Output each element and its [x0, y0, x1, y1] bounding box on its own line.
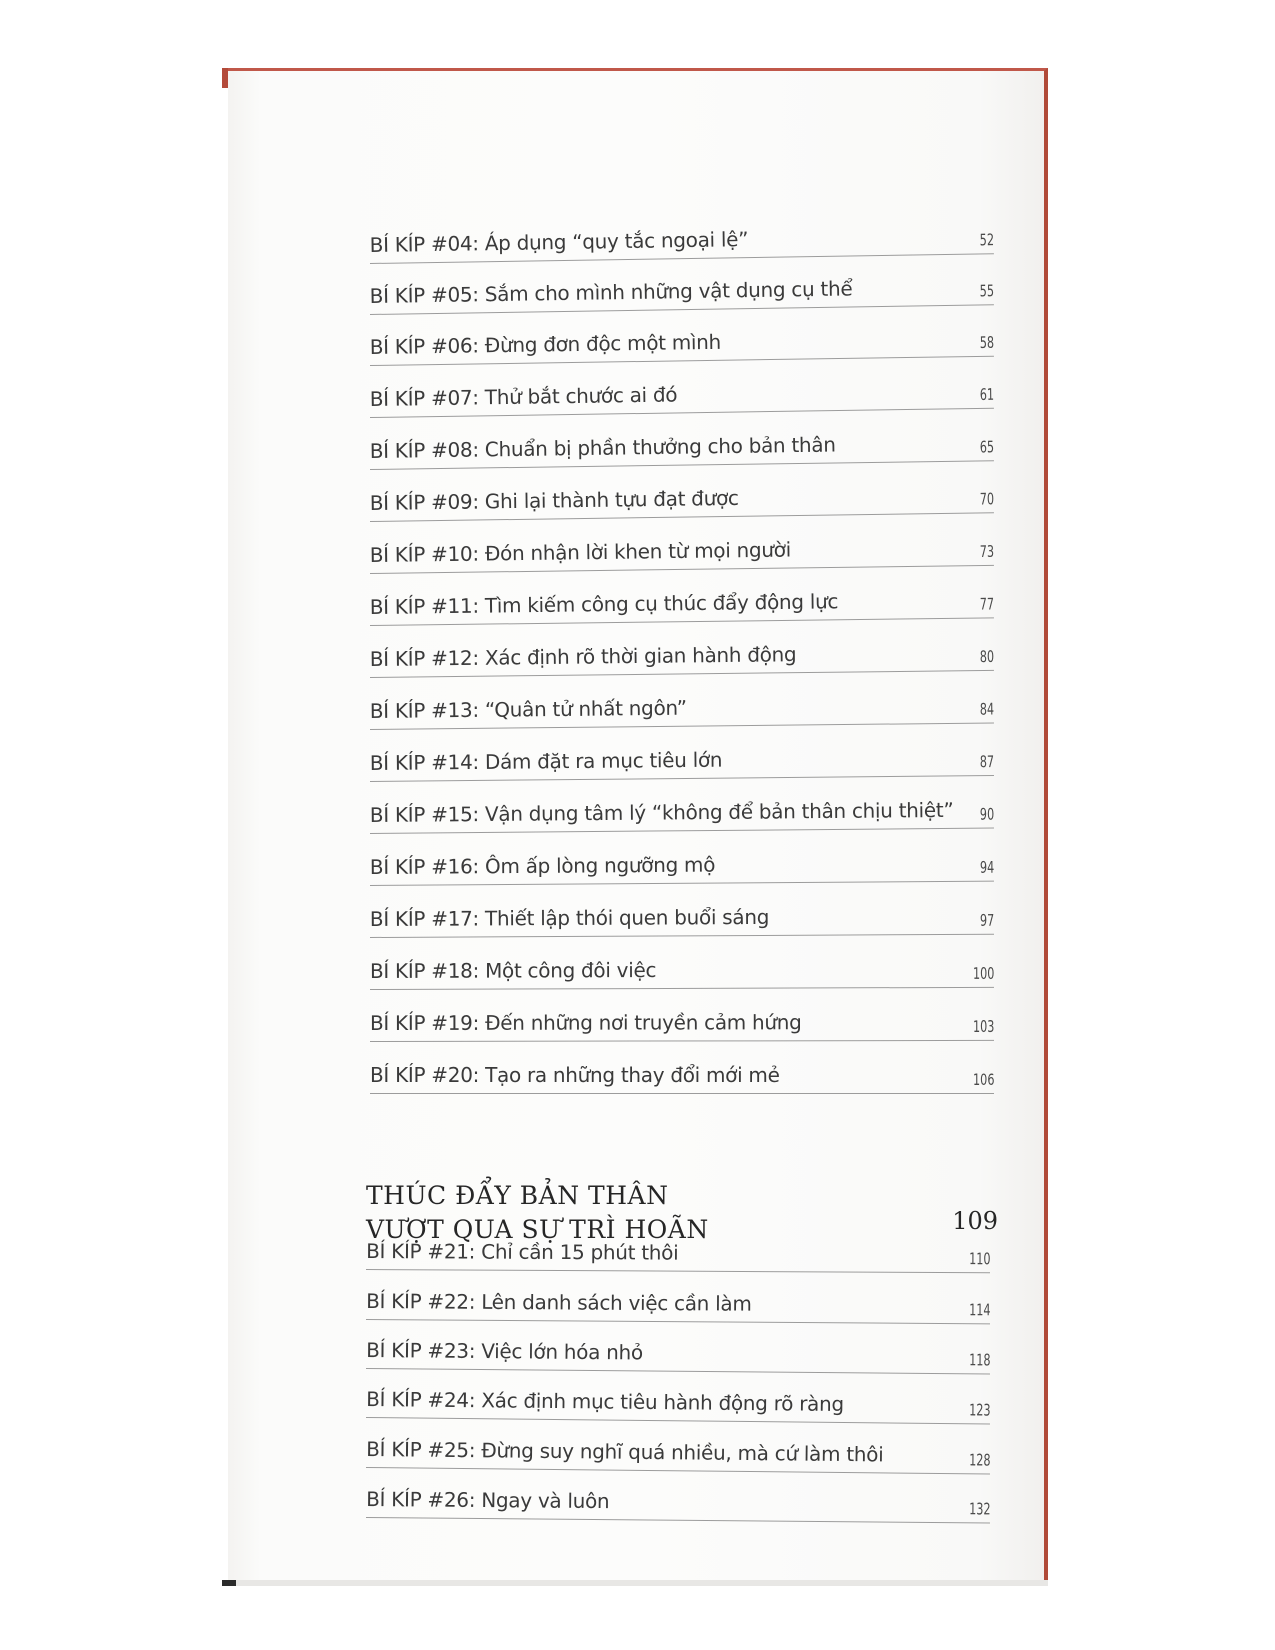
- toc-entry-page: 61: [979, 384, 994, 404]
- toc-entry: [369, 368, 994, 418]
- toc-entry-title: BÍ KÍP #25: Đừng suy nghĩ quá nhiều, mà cứ làm thôi: [366, 1437, 884, 1467]
- toc-entry-title: BÍ KÍP #10: Đón nhận lời khen từ mọi người: [369, 537, 792, 568]
- toc-entry-title: BÍ KÍP #18: Một công đôi việc: [369, 958, 657, 984]
- toc-entry: [366, 1229, 990, 1273]
- toc-entry: [370, 1053, 994, 1094]
- toc-entry-page: 52: [979, 230, 994, 250]
- toc-entry-title: BÍ KÍP #16: Ôm ấp lòng ngưỡng mộ: [369, 852, 716, 880]
- toc-entry: [366, 1427, 990, 1475]
- toc-entry-page: 97: [979, 910, 994, 930]
- toc-entry-page: 110: [968, 1249, 991, 1269]
- toc-entry: [369, 264, 994, 315]
- toc-entry-page: 80: [979, 646, 994, 667]
- toc-entry: [370, 1000, 994, 1042]
- toc-entry-title: BÍ KÍP #09: Ghi lại thành tựu đạt được: [369, 485, 739, 516]
- toc-entry: [369, 316, 994, 366]
- toc-entry-title: BÍ KÍP #14: Dám đặt ra mục tiêu lớn: [369, 747, 723, 776]
- toc-entry: [370, 630, 994, 678]
- toc-entry-title: BÍ KÍP #08: Chuẩn bị phần thưởng cho bản thân: [369, 432, 836, 464]
- toc-entry-page: 106: [972, 1070, 994, 1089]
- toc-entry: [366, 1377, 990, 1425]
- table-of-contents: [228, 71, 1044, 1580]
- toc-entry-page: 94: [979, 857, 994, 877]
- toc-entry: [369, 525, 993, 574]
- toc-entry-title: BÍ KÍP #24: Xác định mục tiêu hành động rõ ràng: [366, 1387, 844, 1417]
- toc-entry-page: 84: [979, 699, 994, 719]
- toc-entry: [366, 1279, 990, 1324]
- toc-entry-title: BÍ KÍP #23: Việc lớn hóa nhỏ: [366, 1338, 643, 1365]
- toc-entry: [369, 577, 993, 626]
- toc-entry-page: 132: [968, 1499, 991, 1519]
- toc-entry: [370, 735, 994, 782]
- book-page: [228, 68, 1048, 1580]
- toc-entry: [370, 947, 994, 990]
- toc-entry-page: 128: [968, 1450, 991, 1470]
- toc-entry: [366, 1477, 990, 1523]
- toc-entry: [366, 1328, 990, 1374]
- toc-entry: [370, 841, 994, 886]
- toc-entry-page: 118: [968, 1350, 991, 1370]
- toc-entry: [369, 420, 994, 470]
- toc-entry-title: BÍ KÍP #11: Tìm kiếm công cụ thúc đẩy động lực: [369, 589, 839, 620]
- toc-entry-title: BÍ KÍP #12: Xác định rõ thời gian hành động: [369, 642, 797, 672]
- section-title-line-2: VƯỢT QUA SỰ TRÌ HOÃN: [366, 1215, 709, 1244]
- toc-entry-page: 55: [979, 281, 994, 301]
- section-title-line-1: THÚC ĐẨY BẢN THÂN: [366, 1181, 669, 1210]
- toc-entry-page: 77: [979, 594, 994, 614]
- toc-entry-title: BÍ KÍP #21: Chỉ cần 15 phút thôi: [366, 1239, 679, 1265]
- toc-entry-title: BÍ KÍP #20: Tạo ra những thay đổi mới mẻ: [370, 1063, 780, 1087]
- toc-entry-page: 103: [972, 1016, 994, 1036]
- toc-entry-page: 100: [972, 963, 994, 983]
- toc-entry-title: BÍ KÍP #22: Lên danh sách việc cần làm: [366, 1289, 752, 1316]
- toc-entry-page: 65: [979, 437, 994, 457]
- toc-entry-page: 90: [979, 804, 994, 824]
- toc-entry-page: 123: [968, 1400, 991, 1420]
- toc-entry-page: 73: [979, 541, 994, 562]
- toc-entry-title: BÍ KÍP #26: Ngay và luôn: [366, 1487, 610, 1514]
- toc-entry: [369, 213, 994, 264]
- toc-entry-page: 70: [979, 489, 994, 509]
- toc-entry-title: BÍ KÍP #04: Áp dụng “quy tắc ngoại lệ”: [369, 227, 749, 258]
- toc-entry: [370, 788, 994, 834]
- section-page-number: 109: [952, 1207, 998, 1235]
- toc-entry-title: BÍ KÍP #17: Thiết lập thói quen buổi sáng: [369, 904, 770, 932]
- toc-entry-title: BÍ KÍP #19: Đến những nơi truyền cảm hứng: [369, 1010, 802, 1035]
- toc-entry: [369, 472, 994, 522]
- toc-entry-page: 114: [968, 1300, 991, 1320]
- toc-entry-title: BÍ KÍP #05: Sắm cho mình những vật dụng cụ thể: [369, 276, 853, 309]
- toc-entry-title: BÍ KÍP #07: Thử bắt chước ai đó: [369, 382, 678, 412]
- toc-entry: [370, 682, 994, 730]
- toc-entry-title: BÍ KÍP #06: Đừng đơn độc một mình: [369, 329, 722, 360]
- toc-entry-title: BÍ KÍP #13: “Quân tử nhất ngôn”: [369, 695, 687, 724]
- toc-entry-page: 58: [979, 332, 994, 352]
- toc-entry-title: BÍ KÍP #15: Vận dụng tâm lý “không để bản thân chịu thiệt”: [369, 797, 954, 828]
- toc-entry-page: 87: [979, 752, 994, 772]
- toc-entry: [370, 894, 994, 938]
